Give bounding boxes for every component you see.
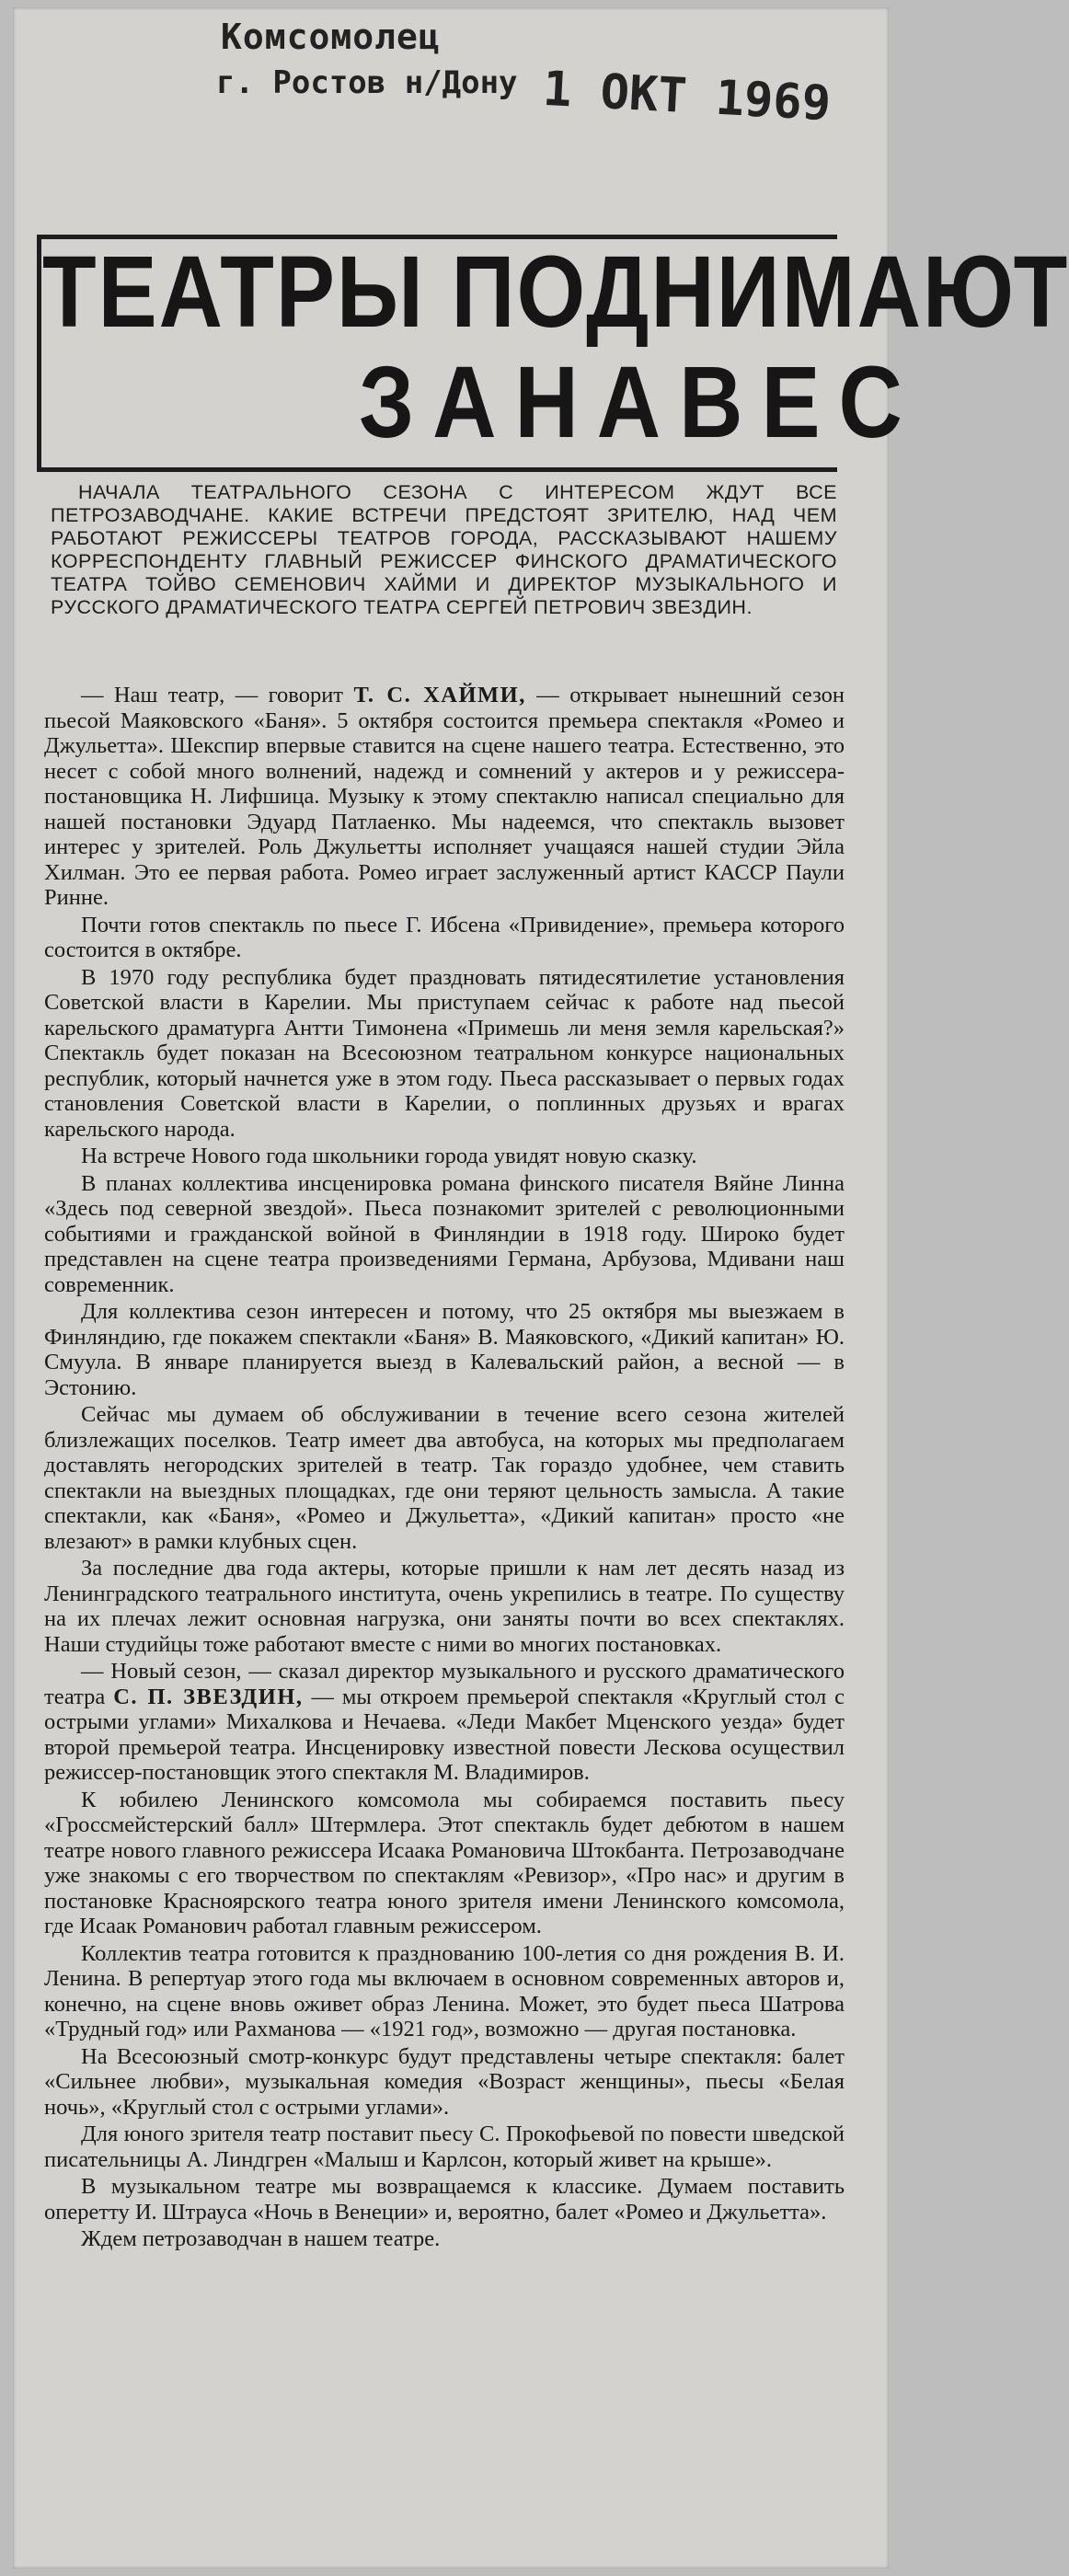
paragraph: Почти готов спектакль по пьесе Г. Ибсена «Привидение», премьера которого состоится в октябре. — [44, 912, 845, 962]
newspaper-name-stamp: Комсомолец — [221, 17, 441, 57]
paragraph: В планах коллектива инсценировка романа финского писателя Вяйне Линна «Здесь под северной звездой». Пьеса познакомит зрителей с революционными событиями и гражданской войной в Финляндии в 1918 году. Широко будет представлен на сцене театра произведениями Германа, Арбузова, Мдивани наш современник. — [44, 1170, 845, 1297]
speaker-name: Т. С. ХАЙМИ, — [353, 683, 526, 707]
date-stamp: 1 ОКТ 1969 — [541, 61, 833, 132]
paragraph: Сейчас мы думаем об обслуживании в течение всего сезона жителей близлежащих поселков. Театр имеет два автобуса, на которых мы предполагаем доставлять негородских зрителей в театр. Так гораздо удобнее, чем ставить спектакли на выездных площадках, где они теряют цельность замысла. А такие спектакли, как «Баня», «Ромео и Джульетта», «Дикий капитан» просто «не влезают» в рамки клубных сцен. — [44, 1402, 845, 1554]
headline-line-1: ТЕАТРЫ ПОДНИМАЮТ — [42, 236, 1069, 350]
speaker-name: С. П. ЗВЕЗДИН, — [113, 1684, 304, 1709]
article-body — [44, 683, 845, 2254]
headline-left-rule — [37, 237, 41, 467]
paragraph: — Новый сезон, — сказал директор музыкального и русского драматического театра С. П. ЗВЕЗДИН, — мы откроем премьерой спектакля «Круглый стол с острыми углами» Михалкова и Нечаева. «Леди Макбет Мценского уезда» будет второй премьерой театра. Инсценировку известной повести Лескова осуществил режиссер-постановщик этого спектакля М. Владимиров. — [44, 1659, 845, 1785]
paragraph: В 1970 году республика будет праздновать пятидесятилетие установления Советской власти в Карелии. Мы приступаем сейчас к работе над пьесой карельского драматурга Антти Тимонена «Примешь ли меня земля карельская?» Спектакль будет показан на Всесоюзном театральном конкурсе национальных республик, который начнется уже в этом году. Пьеса рассказывает о первых годах становления Советской власти в Карелии, о поплинных друзьях и врагах карельского народа. — [44, 964, 845, 1142]
city-stamp: г. Ростов н/Дону — [216, 64, 518, 101]
headline-line-2: ЗАНАВЕС — [359, 346, 921, 460]
headline-bottom-rule — [37, 467, 837, 472]
paragraph: Для коллектива сезон интересен и потому, что 25 октября мы выезжаем в Финляндию, где покажем спектакли «Баня» В. Маяковского, «Дикий капитан» Ю. Смуула. В январе планируется выезд в Калевальский район, а весной — в Эстонию. — [44, 1299, 845, 1400]
paragraph: Ждем петрозаводчан в нашем театре. — [81, 2226, 441, 2251]
paragraph: На Всесоюзный смотр-конкурс будут представлены четыре спектакля: балет «Сильнее любви», музыкальная комедия «Возраст женщины», пьесы «Белая ночь», «Круглый стол с острыми углами». — [44, 2043, 845, 2120]
paragraph: Коллектив театра готовится к празднованию 100-летия со дня рождения В. И. Ленина. В репертуар этого года мы включаем в основном современных авторов и, конечно, на сцене вновь оживет образ Ленина. Может, это будет пьеса Шатрова «Трудный год» или Рахманова — «1921 год», возможно — другая постановка. — [44, 1940, 845, 2041]
lead-paragraph: НАЧАЛА ТЕАТРАЛЬНОГО СЕЗОНА С ИНТЕРЕСОМ ЖДУТ ВСЕ ПЕТРОЗАВОДЧАНЕ. КАКИЕ ВСТРЕЧИ ПРЕДСТОЯТ ЗРИТЕЛЮ, НАД ЧЕМ РАБОТАЮТ РЕЖИССЕРЫ ТЕАТРОВ ГОРОДА, РАССКАЗЫВАЮТ НАШЕМУ КОРРЕСПОНДЕНТУ ГЛАВНЫЙ РЕЖИССЕР ФИНСКОГО ДРАМАТИЧЕСКОГО ТЕАТРА ТОЙВО СЕМЕНОВИЧ ХАЙМИ И ДИРЕКТОР МУЗЫКАЛЬНОГО И РУССКОГО ДРАМАТИЧЕСКОГО ТЕАТРА СЕРГЕЙ ПЕТРОВИЧ ЗВЕЗДИН. — [51, 481, 837, 618]
paragraph: — Наш театр, — говорит Т. С. ХАЙМИ, — открывает нынешний сезон пьесой Маяковского «Баня». 5 октября состоится премьера спектакля «Ромео и Джульетта». Шекспир впервые ставится на сцене нашего театра. Естественно, это несет с собой много волнений, надежд и сомнений у актеров и у режиссера-постановщика Н. Лифшица. Музыку к этому спектаклю написал специально для нашей постановки Эдуард Патлаенко. Мы надеемся, что спектакль вызовет интерес у зрителей. Роль Джульетты исполняет учащаяся нашей студии Эйла Хилман. Это ее первая работа. Ромео играет заслуженный артист КАССР Паули Ринне. — [44, 683, 845, 910]
paragraph: К юбилею Ленинского комсомола мы собираемся поставить пьесу «Гроссмейстерский балл» Штермлера. Этот спектакль будет дебютом в нашем театре нового главного режиссера Исаака Романовича Штокбанта. Петрозаводчане уже знакомы с его творчеством по спектаклям «Ревизор», «Про нас» и другим в постановке Красноярского театра юного зрителя имени Ленинского комсомола, где Исаак Романович работал главным режиссером. — [44, 1787, 845, 1938]
paragraph: Для юного зрителя театр поставит пьесу С. Прокофьевой по повести шведской писательницы А. Линдгрен «Малыш и Карлсон, который живет на крыше». — [44, 2122, 845, 2172]
paragraph: В музыкальном театре мы возвращаемся к классике. Думаем поставить оперетту И. Штрауса «Ночь в Венеции» и, вероятно, балет «Ромео и Джульетта». — [44, 2174, 845, 2225]
paragraph: За последние два года актеры, которые пришли к нам лет десять назад из Ленинградского театрального института, очень укрепились в театре. По существу на их плечах лежит основная нагрузка, они заняты почти во всех спектаклях. Наши студийцы тоже работают вместе с ними во многих постановках. — [44, 1556, 845, 1657]
paragraph: На встрече Нового года школьники города увидят новую сказку. — [81, 1144, 697, 1168]
